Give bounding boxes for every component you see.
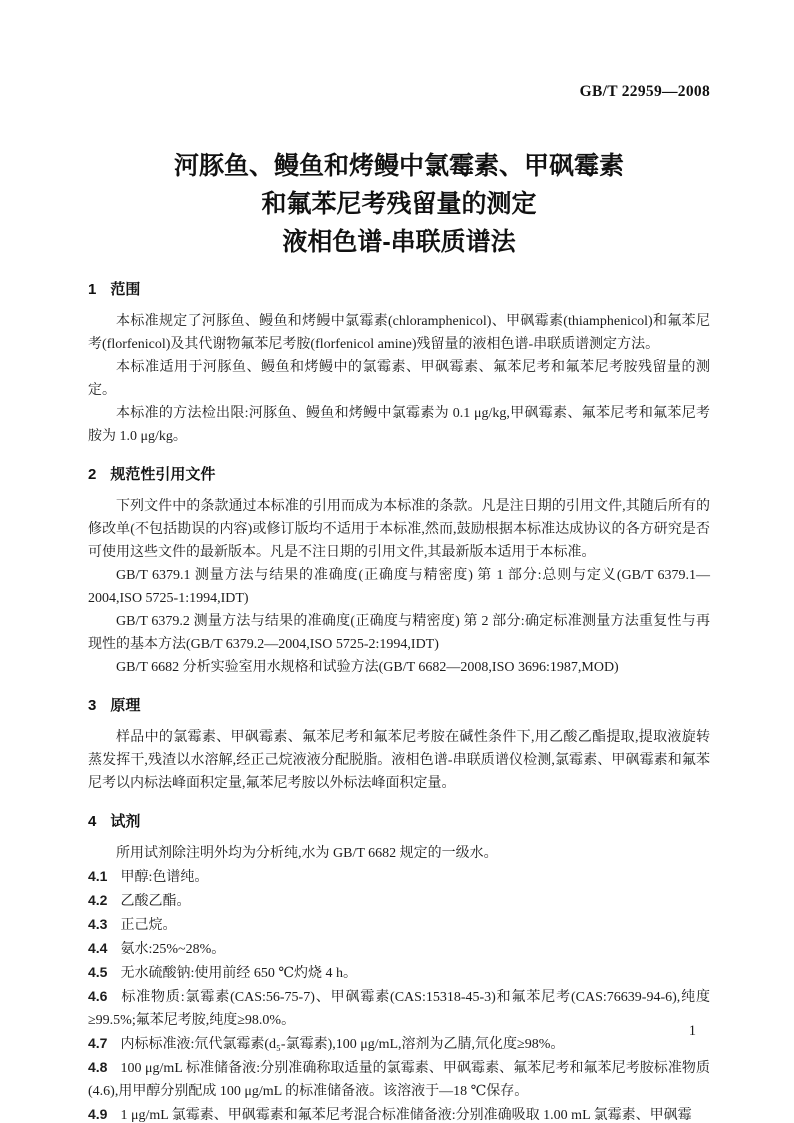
title-line-2: 和氟苯尼考残留量的测定 — [261, 190, 537, 218]
clause-number: 4.7 — [88, 1034, 108, 1051]
clause-item — [88, 913, 710, 937]
clause-item — [88, 937, 710, 961]
clause-item — [88, 889, 710, 913]
clause-text: 标准物质:氯霉素(CAS:56-75-7)、甲砜霉素(CAS:15318-45-3)和氟苯尼考(CAS:76639-94-6),纯度≥99.5%;氟苯尼考胺,纯度≥98.0%。 — [88, 989, 710, 1028]
clause-number: 4.4 — [88, 939, 108, 956]
section-title: 试剂 — [110, 812, 141, 830]
section-heading-normative-references — [88, 463, 710, 486]
clause-text: 100 μg/mL 标准储备液:分别准确称取适量的氯霉素、甲砜霉素、氟苯尼考和氟苯尼考胺标准物质(4.6),用甲醇分别配成 100 μg/mL 的标准储备液。该溶液于—18 ℃保存。 — [88, 1060, 710, 1099]
paragraph: 本标准适用于河豚鱼、鳗鱼和烤鳗中的氯霉素、甲砜霉素、氟苯尼考和氟苯尼考胺残留量的测定。 — [88, 359, 710, 398]
clause-number: 4.1 — [88, 867, 108, 884]
section-heading-reagents — [88, 810, 710, 833]
clause-item — [88, 1056, 710, 1103]
clause-item — [88, 1103, 710, 1123]
page-number: 1 — [688, 1023, 696, 1039]
reference-entry: GB/T 6379.1 测量方法与结果的准确度(正确度与精密度) 第 1 部分:总则与定义(GB/T 6379.1—2004,ISO 5725-1:1994,IDT) — [88, 567, 710, 606]
section-heading-principle — [88, 694, 710, 717]
clause-text: 氨水:25%~28%。 — [120, 941, 226, 957]
clause-item — [88, 961, 710, 985]
section-number: 3 — [88, 696, 97, 714]
section-normative-references — [88, 463, 710, 679]
clause-text: 1 μg/mL 氯霉素、甲砜霉素和氟苯尼考混合标准储备液:分别准确吸取 1.00 mL 氯霉素、甲砜霉 — [120, 1107, 692, 1123]
clause-number: 4.6 — [88, 987, 108, 1004]
paragraph: 样品中的氯霉素、甲砜霉素、氟苯尼考和氟苯尼考胺在碱性条件下,用乙酸乙酯提取,提取液旋转蒸发挥干,残渣以水溶解,经正己烷液液分配脱脂。液相色谱-串联质谱仪检测,氯霉素、甲砜霉素和氟苯尼考以内标法峰面积定量,氟苯尼考胺以外标法峰面积定量。 — [88, 729, 710, 791]
document-title — [88, 147, 710, 261]
section-heading-scope — [88, 278, 710, 301]
reference-entry: GB/T 6682 分析实验室用水规格和试验方法(GB/T 6682—2008,ISO 3696:1987,MOD) — [116, 659, 619, 675]
reference-entry: GB/T 6379.2 测量方法与结果的准确度(正确度与精密度) 第 2 部分:确定标准测量方法重复性与再现性的基本方法(GB/T 6379.2—2004,ISO 5725-2:1994,IDT) — [88, 613, 710, 652]
section-reagents — [88, 810, 710, 1123]
clause-item — [88, 985, 710, 1032]
paragraph: 本标准规定了河豚鱼、鳗鱼和烤鳗中氯霉素(chloramphenicol)、甲砜霉素(thiamphenicol)和氟苯尼考(florfenicol)及其代谢物氟苯尼考胺(florfenicol amine)残留量的液相色谱-串联质谱测定方法。 — [88, 313, 710, 352]
section-number: 4 — [88, 812, 97, 830]
section-number: 2 — [88, 465, 97, 483]
clause-number: 4.2 — [88, 891, 108, 908]
clause-number: 4.3 — [88, 915, 108, 932]
clause-text: 正己烷。 — [120, 917, 177, 933]
paragraph: 本标准的方法检出限:河豚鱼、鳗鱼和烤鳗中氯霉素为 0.1 μg/kg,甲砜霉素、氟苯尼考和氟苯尼考胺为 1.0 μg/kg。 — [88, 405, 710, 444]
clause-item — [88, 865, 710, 889]
section-scope — [88, 278, 710, 448]
standard-number: GB/T 22959—2008 — [579, 83, 710, 100]
clause-number: 4.9 — [88, 1105, 108, 1122]
section-title: 范围 — [110, 280, 141, 298]
section-title: 原理 — [110, 696, 141, 714]
clause-text: 乙酸乙酯。 — [120, 893, 191, 909]
title-line-1: 河豚鱼、鳗鱼和烤鳗中氯霉素、甲砜霉素 — [173, 152, 624, 180]
section-title: 规范性引用文件 — [110, 465, 216, 483]
section-principle — [88, 694, 710, 795]
clause-number: 4.5 — [88, 963, 108, 980]
clause-number: 4.8 — [88, 1058, 108, 1075]
clause-text: 甲醇:色谱纯。 — [120, 869, 209, 885]
clause-text: 内标标准液:氘代氯霉素(d₅-氯霉素),100 μg/mL,溶剂为乙腈,氘化度≥98%。 — [120, 1036, 565, 1052]
clause-item — [88, 1032, 710, 1056]
clause-text: 无水硫酸钠:使用前经 650 ℃灼烧 4 h。 — [120, 965, 358, 981]
section-number: 1 — [88, 280, 97, 298]
title-line-3: 液相色谱-串联质谱法 — [282, 228, 516, 256]
paragraph: 所用试剂除注明外均为分析纯,水为 GB/T 6682 规定的一级水。 — [116, 845, 498, 861]
paragraph: 下列文件中的条款通过本标准的引用而成为本标准的条款。凡是注日期的引用文件,其随后所有的修改单(不包括勘误的内容)或修订版均不适用于本标准,然而,鼓励根据本标准达成协议的各方研究是否可使用这些文件的最新版本。凡是不注日期的引用文件,其最新版本适用于本标准。 — [88, 498, 710, 560]
